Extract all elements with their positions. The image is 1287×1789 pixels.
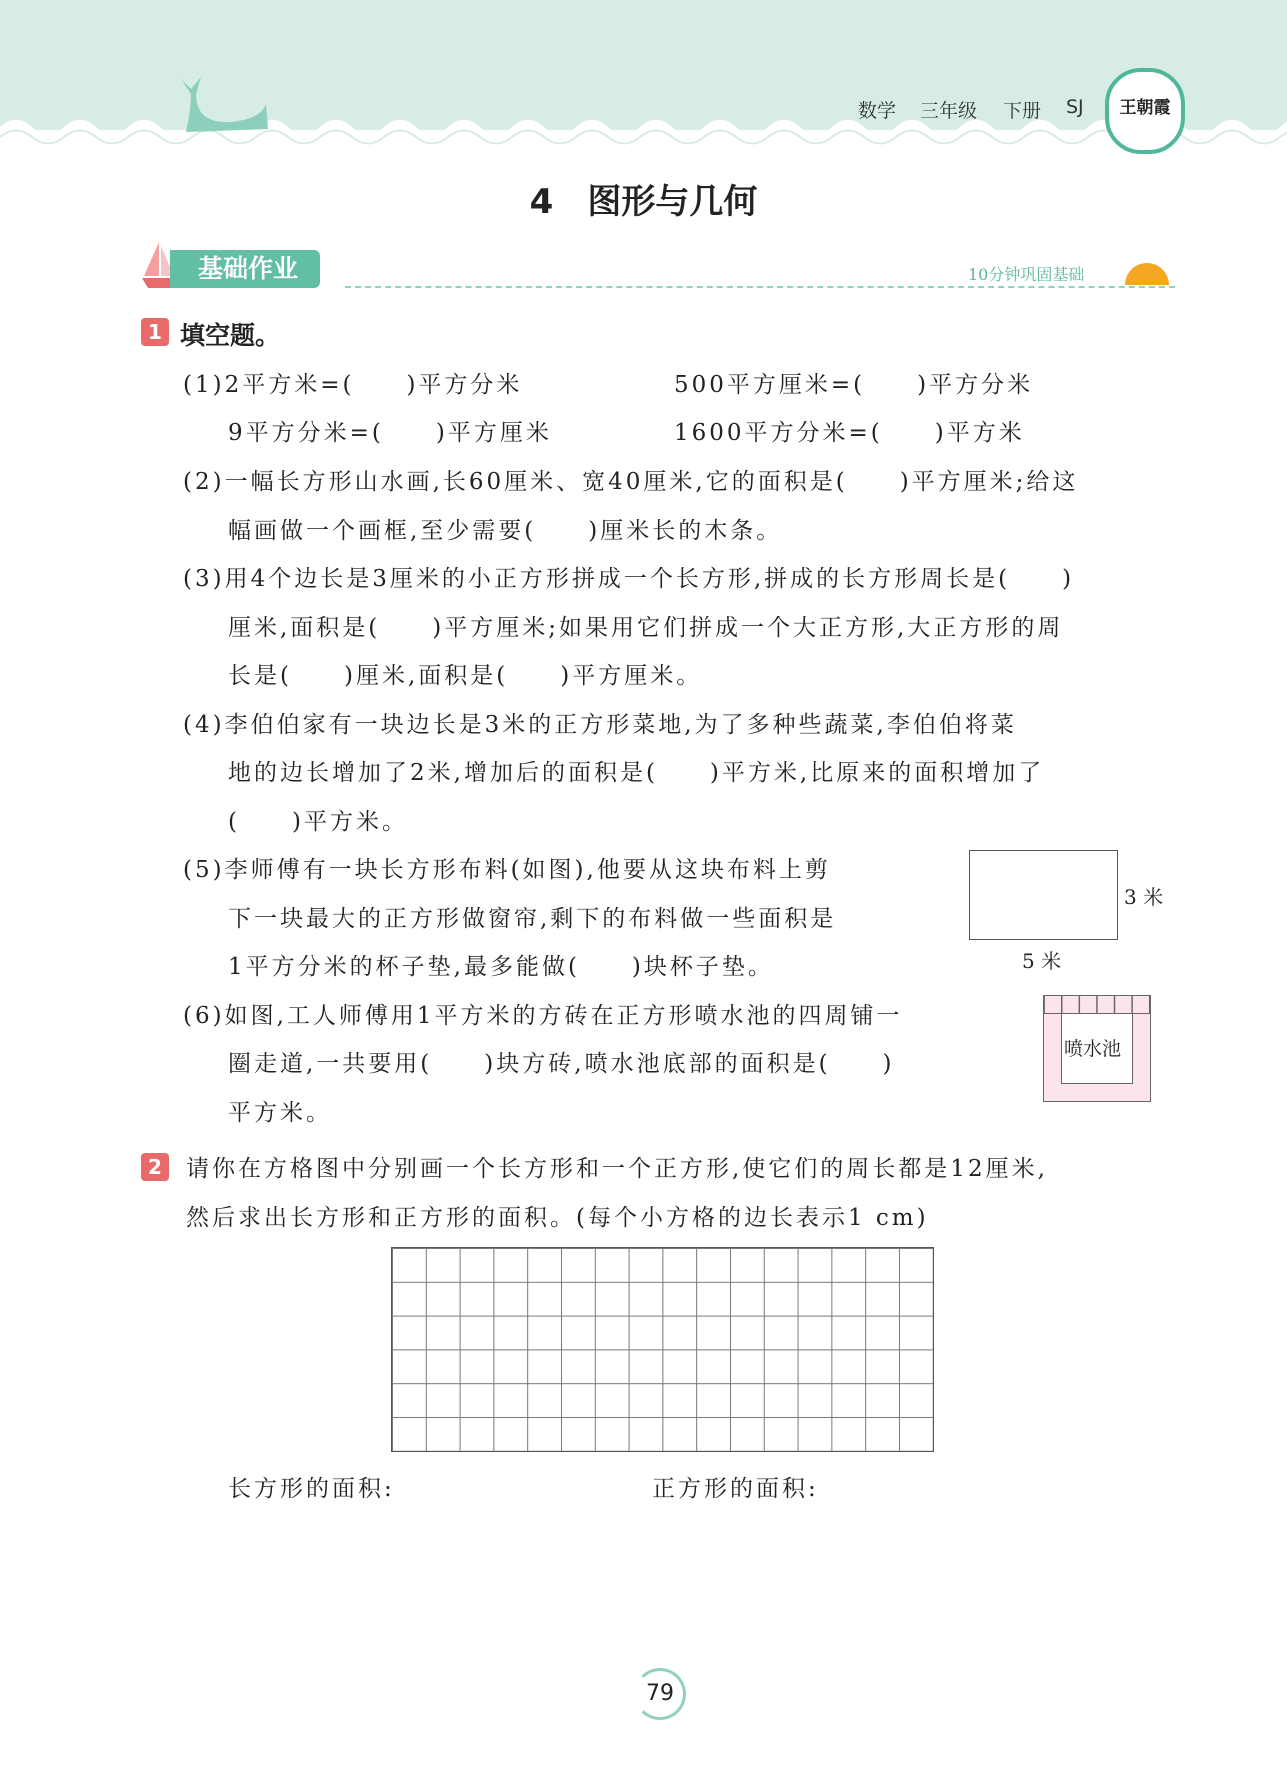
volume-label: 下册 bbox=[1003, 100, 1042, 122]
square-area-label: 正方形的面积: bbox=[652, 1476, 819, 1502]
subject-label: 数学 bbox=[858, 100, 897, 122]
q1-line: (5)李师傅有一块长方形布料(如图),他要从这块布料上剪 bbox=[183, 857, 831, 883]
page-number bbox=[634, 1668, 686, 1720]
q2-line: 请你在方格图中分别画一个长方形和一个正方形,使它们的周长都是12厘米, bbox=[186, 1156, 1048, 1182]
q1-line: 9平方分米=( )平方厘米 bbox=[228, 420, 552, 446]
q1-line: ( )平方米。 bbox=[228, 809, 408, 835]
sun-icon bbox=[1125, 263, 1169, 285]
section-tag: 10分钟巩固基础 bbox=[968, 265, 1085, 284]
fabric-height-label: 3 米 bbox=[1124, 885, 1164, 909]
q1-line: 1600平方分米=( )平方米 bbox=[674, 420, 1025, 446]
fountain-label: 喷水池 bbox=[1064, 1038, 1122, 1060]
whale-icon bbox=[176, 74, 276, 134]
q1-line: (6)如图,工人师傅用1平方米的方砖在正方形喷水池的四周铺一 bbox=[183, 1003, 903, 1029]
question-number: 1 bbox=[141, 318, 169, 346]
question-number: 2 bbox=[141, 1153, 169, 1181]
logo-text: 王朝霞 bbox=[1119, 98, 1171, 118]
q1-line: 1平方分米的杯子垫,最多能做( )块杯子垫。 bbox=[228, 954, 774, 980]
q1-line: 地的边长增加了2米,增加后的面积是( )平方米,比原来的面积增加了 bbox=[228, 760, 1045, 786]
grade-label: 三年级 bbox=[920, 100, 978, 122]
section-banner: 基础作业 bbox=[170, 250, 320, 288]
fountain-figure bbox=[1043, 995, 1151, 1102]
edition-label: SJ bbox=[1066, 96, 1084, 118]
rectangle-area-label: 长方形的面积: bbox=[228, 1476, 395, 1502]
q1-line: (4)李伯伯家有一块边长是3米的正方形菜地,为了多种些蔬菜,李伯伯将菜 bbox=[183, 712, 1017, 738]
fabric-width-label: 5 米 bbox=[1022, 949, 1062, 973]
page-title: 4 图形与几何 bbox=[529, 182, 758, 222]
q1-line: 幅画做一个画框,至少需要( )厘米长的木条。 bbox=[228, 518, 783, 544]
drawing-grid[interactable] bbox=[391, 1247, 934, 1452]
q1-line: 下一块最大的正方形做窗帘,剩下的布料做一些面积是 bbox=[228, 906, 837, 932]
page-number-text: 79 bbox=[646, 1681, 674, 1706]
q1-line: 厘米,面积是( )平方厘米;如果用它们拼成一个大正方形,大正方形的周 bbox=[228, 615, 1064, 641]
fabric-rectangle-figure bbox=[969, 850, 1118, 940]
q1-line: 500平方厘米=( )平方分米 bbox=[674, 372, 1034, 398]
section-divider bbox=[345, 286, 1175, 288]
q1-line: (2)一幅长方形山水画,长60厘米、宽40厘米,它的面积是( )平方厘米;给这 bbox=[183, 469, 1079, 495]
q1-line: 圈走道,一共要用( )块方砖,喷水池底部的面积是( ) bbox=[228, 1051, 895, 1077]
q1-line: (1)2平方米=( )平方分米 bbox=[183, 372, 523, 398]
q1-line: 平方米。 bbox=[228, 1100, 332, 1126]
brand-logo bbox=[1105, 68, 1185, 154]
question-heading: 填空题。 bbox=[180, 321, 281, 350]
q2-line: 然后求出长方形和正方形的面积。(每个小方格的边长表示1 cm) bbox=[186, 1205, 929, 1231]
q1-line: (3)用4个边长是3厘米的小正方形拼成一个长方形,拼成的长方形周长是( ) bbox=[183, 566, 1075, 592]
q1-line: 长是( )厘米,面积是( )平方厘米。 bbox=[228, 663, 703, 689]
